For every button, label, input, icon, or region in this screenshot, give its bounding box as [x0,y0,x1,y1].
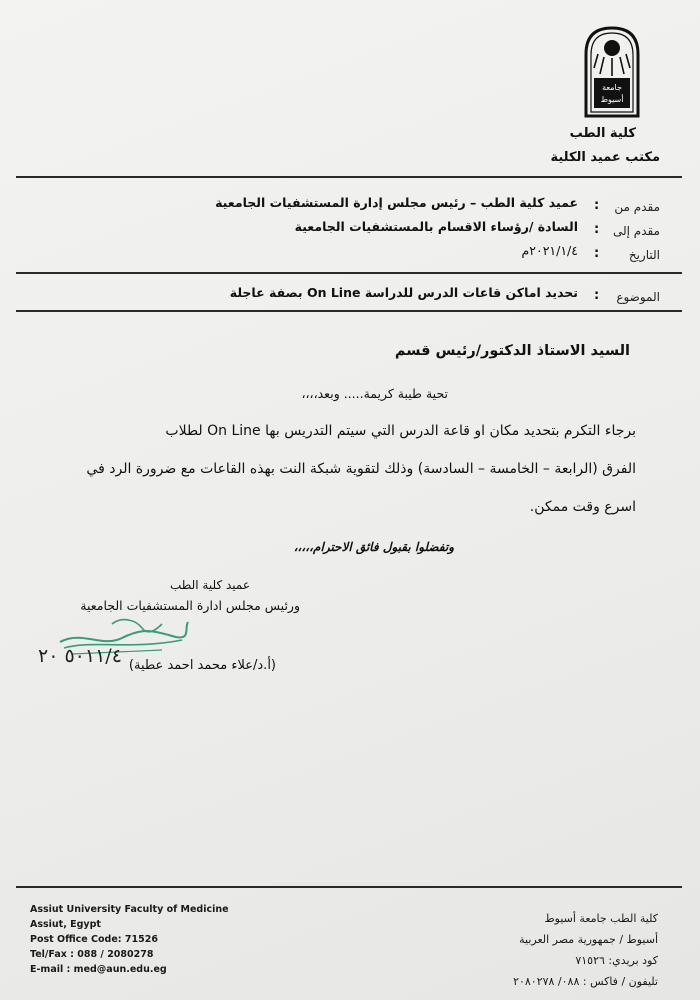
footer-ar-line: كود بريدي: ٧١٥٢٦ [575,954,658,967]
from-colon: : [594,198,600,213]
date-value: ٢٠٢١/١/٤م [521,243,578,258]
subject-colon: : [594,288,600,303]
footer-en-line: Assiut, Egypt [30,919,101,930]
body-line-1: برجاء التكرم بتحديد مكان او قاعة الدرس التي سيتم التدريس بها On Line لطلاب [165,423,636,439]
signatory-role: ورئيس مجلس ادارة المستشفيات الجامعية [80,598,300,613]
to-colon: : [594,222,600,237]
footer-en-line: Assiut University Faculty of Medicine [30,904,229,915]
body-line-3: اسرع وقت ممكن. [529,499,636,515]
subject-divider [16,310,682,312]
footer-ar-line: أسيوط / جمهورية مصر العربية [519,933,658,946]
svg-text:جامعة: جامعة [602,83,622,92]
greeting: تحية طيبة كريمة..... وبعد،،،، [301,386,448,401]
from-value: عميد كلية الطب – رئيس مجلس إدارة المستشفيات الجامعية [215,195,578,210]
to-value: السادة /رؤساء الاقسام بالمستشفيات الجامعية [294,219,578,234]
footer-en-line: Tel/Fax : 088 / 2080278 [30,949,154,960]
salutation: السيد الاستاذ الدكتور/رئيس قسم [394,343,630,359]
to-label: مقدم إلى [612,224,660,238]
footer-divider [16,886,682,888]
signatory-name: (أ.د/علاء محمد احمد عطية) [128,658,276,673]
from-label: مقدم من [614,200,660,214]
footer-arabic [513,908,658,992]
footer-ar-line: تليفون / فاكس : ٠٨٨/ ٢٠٨٠٢٧٨ [513,975,658,988]
footer-english [30,902,229,977]
faculty-name: كلية الطب [569,126,636,141]
subject-label: الموضوع [616,290,660,304]
footer-ar-line: كلية الطب جامعة أسيوط [544,912,658,925]
handwritten-date: ٥٠١١/٤ ٢٠ [38,645,122,667]
subject-value: تحديد اماكن قاعات الدرس للدراسة On Line بصفة عاجلة [229,285,578,300]
closing-line: وتفضلوا بقبول فائق الاحترام،،،،، [293,540,454,554]
date-label: التاريخ [628,248,660,262]
office-name: مكتب عميد الكلية [550,150,660,165]
footer-en-line: Post Office Code: 71526 [30,934,158,945]
body-line-2: الفرق (الرابعة – الخامسة – السادسة) وذلك لتقوية شبكة النت بهذه القاعات مع ضرورة الرد في [86,461,636,477]
date-colon: : [594,246,600,261]
university-logo [582,24,642,120]
svg-text:أسيوط: أسيوط [600,95,624,104]
footer-en-line: E-mail : med@aun.edu.eg [30,964,167,975]
header-divider [16,176,682,178]
signatory-title: عميد كلية الطب [169,578,250,592]
meta-divider [16,272,682,274]
